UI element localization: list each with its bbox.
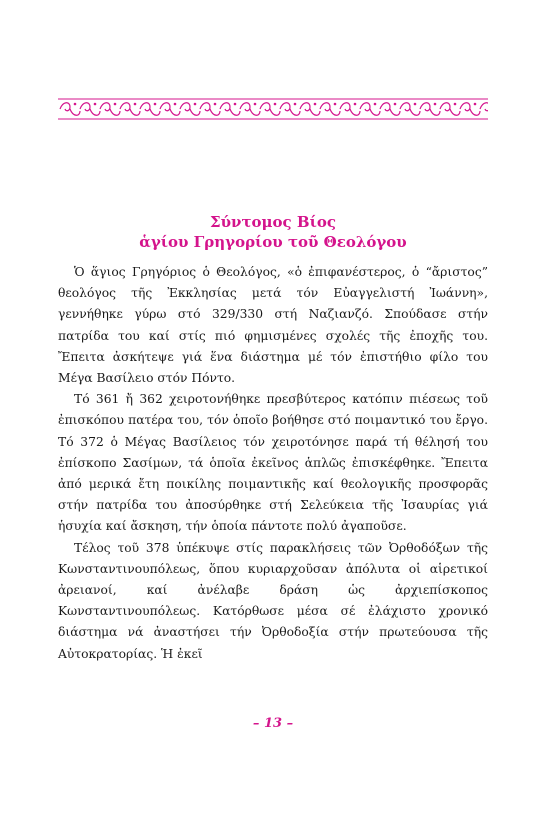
paragraph-3: Τέλος τοῦ 378 ὑπέκυψε στίς παρακλήσεις τῶν Ὀρθοδόξων τῆς Κωνσταντινουπόλεως, ὅπου κυριαρχοῦσαν ἀπόλυτα οἱ αἱρετικοί ἀρειανοί, καί ἀνέλαβε δράση ὡς ἀρχιεπίσκοπος Κωνσταντινουπόλεως. Κατόρθωσε μέσα σέ ἐλάχιστο χρονικό διάστημα νά ἀναστήσει τήν Ὀρθοδοξία στήν πρωτεύουσα τῆς Αὐτοκρατορίας. Ἡ ἐκεῖ xyxy=(58,540,488,661)
chapter-title xyxy=(58,212,488,252)
paragraph-1: Ὁ ἅγιος Γρηγόριος ὁ Θεολόγος, «ὁ ἐπιφανέστερος, ὁ “ἄριστος” θεολόγος τῆς Ἐκκλησίας μετά τόν Εὐαγγελιστή Ἰωάννη», γεννήθηκε γύρω στό 329/330 στή Ναζιανζό. Σπούδασε στήν πατρίδα του καί στίς πιό φημισμένες σχολές τῆς ἐποχῆς του. Ἔπειτα ἀσκήτεψε γιά ἕνα διάστημα μέ τόν ἐπιστήθιο φίλο του Μέγα Βασίλειο στόν Πόντο. xyxy=(58,265,488,386)
body-text xyxy=(58,262,488,665)
decorative-border-ornament xyxy=(58,96,488,122)
title-line-1: Σύντομος Βίος xyxy=(210,213,336,231)
title-line-2: ἁγίου Γρηγορίου τοῦ Θεολόγου xyxy=(139,233,407,251)
page-number: – 13 – xyxy=(252,716,294,731)
paragraph-2: Τό 361 ἤ 362 χειροτονήθηκε πρεσβύτερος κατόπιν πιέσεως τοῦ ἐπισκόπου πατέρα του, τόν ὁποῖο βοήθησε στό ποιμαντικό του ἔργο. Τό 372 ὁ Μέγας Βασίλειος τόν χειροτόνησε παρά τή θέλησή του ἐπίσκοπο Σασίμων, τά ὁποῖα ἐκεῖνος ἁπλῶς ἐπισκέφθηκε. Ἔπειτα ἀπό μερικά ἔτη ποικίλης ποιμαντικῆς καί θεολογικῆς προσφορᾶς στήν πατρίδα του ἀποσύρθηκε στή Σελεύκεια τῆς Ἰσαυρίας γιά ἡσυχία καί ἄσκηση, τήν ὁποία πάντοτε πολύ ἀγαποῦσε. xyxy=(58,392,488,534)
